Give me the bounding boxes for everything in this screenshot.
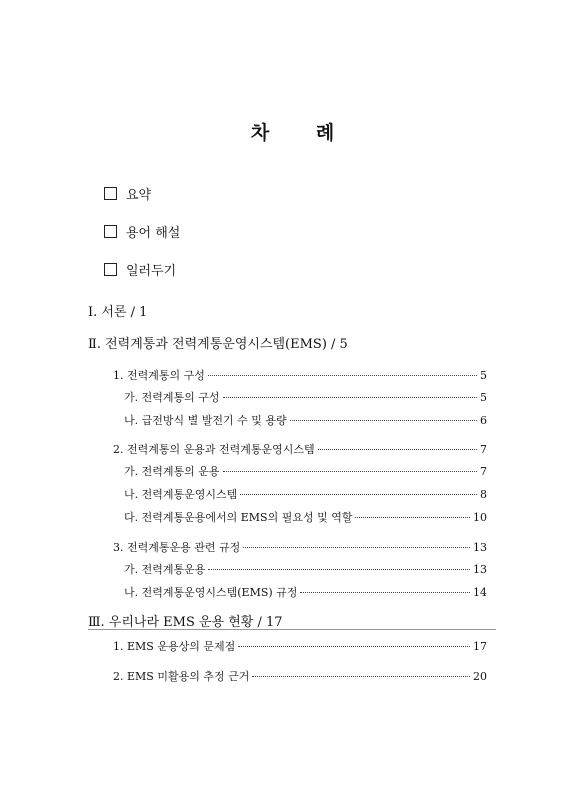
toc-entry[interactable]: [124, 389, 487, 405]
toc-entry-page: 17: [473, 640, 487, 653]
toc-entry[interactable]: [113, 441, 487, 457]
title-char-2: 례: [315, 122, 335, 144]
leader-dots: [223, 471, 478, 472]
toc-entry[interactable]: [113, 367, 487, 383]
toc-front-label: 일러두기: [126, 264, 177, 279]
toc-entry-label: 1. EMS 운용상의 문제점: [113, 640, 236, 653]
leader-dots: [240, 494, 477, 495]
toc-entry-label: 가. 전력계통의 구성: [124, 391, 220, 404]
toc-entry-page: 5: [480, 369, 487, 382]
toc-entry[interactable]: [113, 668, 487, 684]
toc-front-item-summary[interactable]: [104, 184, 151, 203]
checkbox-square-icon: [104, 263, 117, 276]
toc-entry-label: 다. 전력계통운용에서의 EMS의 필요성 및 역할: [124, 511, 353, 524]
leader-dots: [238, 646, 470, 647]
toc-entry-label: 2. EMS 미활용의 추정 근거: [113, 670, 250, 683]
toc-entry-page: 13: [473, 541, 487, 554]
toc-entry-page: 14: [473, 586, 487, 599]
leader-dots: [243, 547, 470, 548]
toc-entry-page: 13: [473, 563, 487, 576]
toc-entry-page: 8: [480, 488, 487, 501]
toc-entry[interactable]: [124, 584, 487, 600]
checkbox-square-icon: [104, 225, 117, 238]
toc-entry[interactable]: [124, 509, 487, 525]
toc-front-label: 용어 해설: [126, 226, 181, 241]
toc-entry-label: 나. 급전방식 별 발전기 수 및 용량: [124, 414, 287, 427]
leader-dots: [318, 449, 477, 450]
toc-section-2[interactable]: Ⅱ. 전력계통과 전력계통운영시스템(EMS) / 5: [88, 337, 348, 352]
toc-entry-page: 6: [480, 414, 487, 427]
leader-dots: [355, 517, 470, 518]
section-divider: [88, 629, 496, 630]
toc-entry[interactable]: [124, 561, 487, 577]
toc-section-3[interactable]: Ⅲ. 우리나라 EMS 운용 현황 / 17: [88, 615, 283, 630]
toc-entry[interactable]: [124, 486, 487, 502]
toc-entry[interactable]: [124, 412, 487, 428]
page-title: [0, 118, 585, 145]
toc-entry-page: 10: [473, 511, 487, 524]
leader-dots: [290, 420, 477, 421]
toc-entry-label: 나. 전력계통운영시스템(EMS) 규정: [124, 586, 298, 599]
leader-dots: [208, 375, 477, 376]
toc-entry-label: 가. 전력계통의 운용: [124, 465, 220, 478]
toc-entry-page: 7: [480, 465, 487, 478]
toc-entry-label: 1. 전력계통의 구성: [113, 369, 205, 382]
toc-entry-page: 5: [480, 391, 487, 404]
toc-entry[interactable]: [113, 638, 487, 654]
toc-entry-label: 3. 전력계통운용 관련 규정: [113, 541, 241, 554]
title-char-1: 차: [250, 122, 270, 144]
toc-entry-page: 20: [473, 670, 487, 683]
leader-dots: [252, 676, 470, 677]
toc-entry[interactable]: [124, 463, 487, 479]
toc-entry-label: 2. 전력계통의 운용과 전력계통운영시스템: [113, 443, 315, 456]
toc-front-item-glossary[interactable]: [104, 222, 180, 241]
leader-dots: [300, 592, 470, 593]
leader-dots: [208, 569, 470, 570]
toc-entry-label: 가. 전력계통운용: [124, 563, 206, 576]
leader-dots: [223, 397, 478, 398]
toc-front-item-notes[interactable]: [104, 260, 176, 279]
toc-entry[interactable]: [113, 539, 487, 555]
toc-section-1[interactable]: Ⅰ. 서론 / 1: [88, 305, 148, 320]
toc-entry-label: 나. 전력계통운영시스템: [124, 488, 238, 501]
toc-front-label: 요약: [126, 188, 152, 203]
checkbox-square-icon: [104, 187, 117, 200]
toc-entry-page: 7: [480, 443, 487, 456]
